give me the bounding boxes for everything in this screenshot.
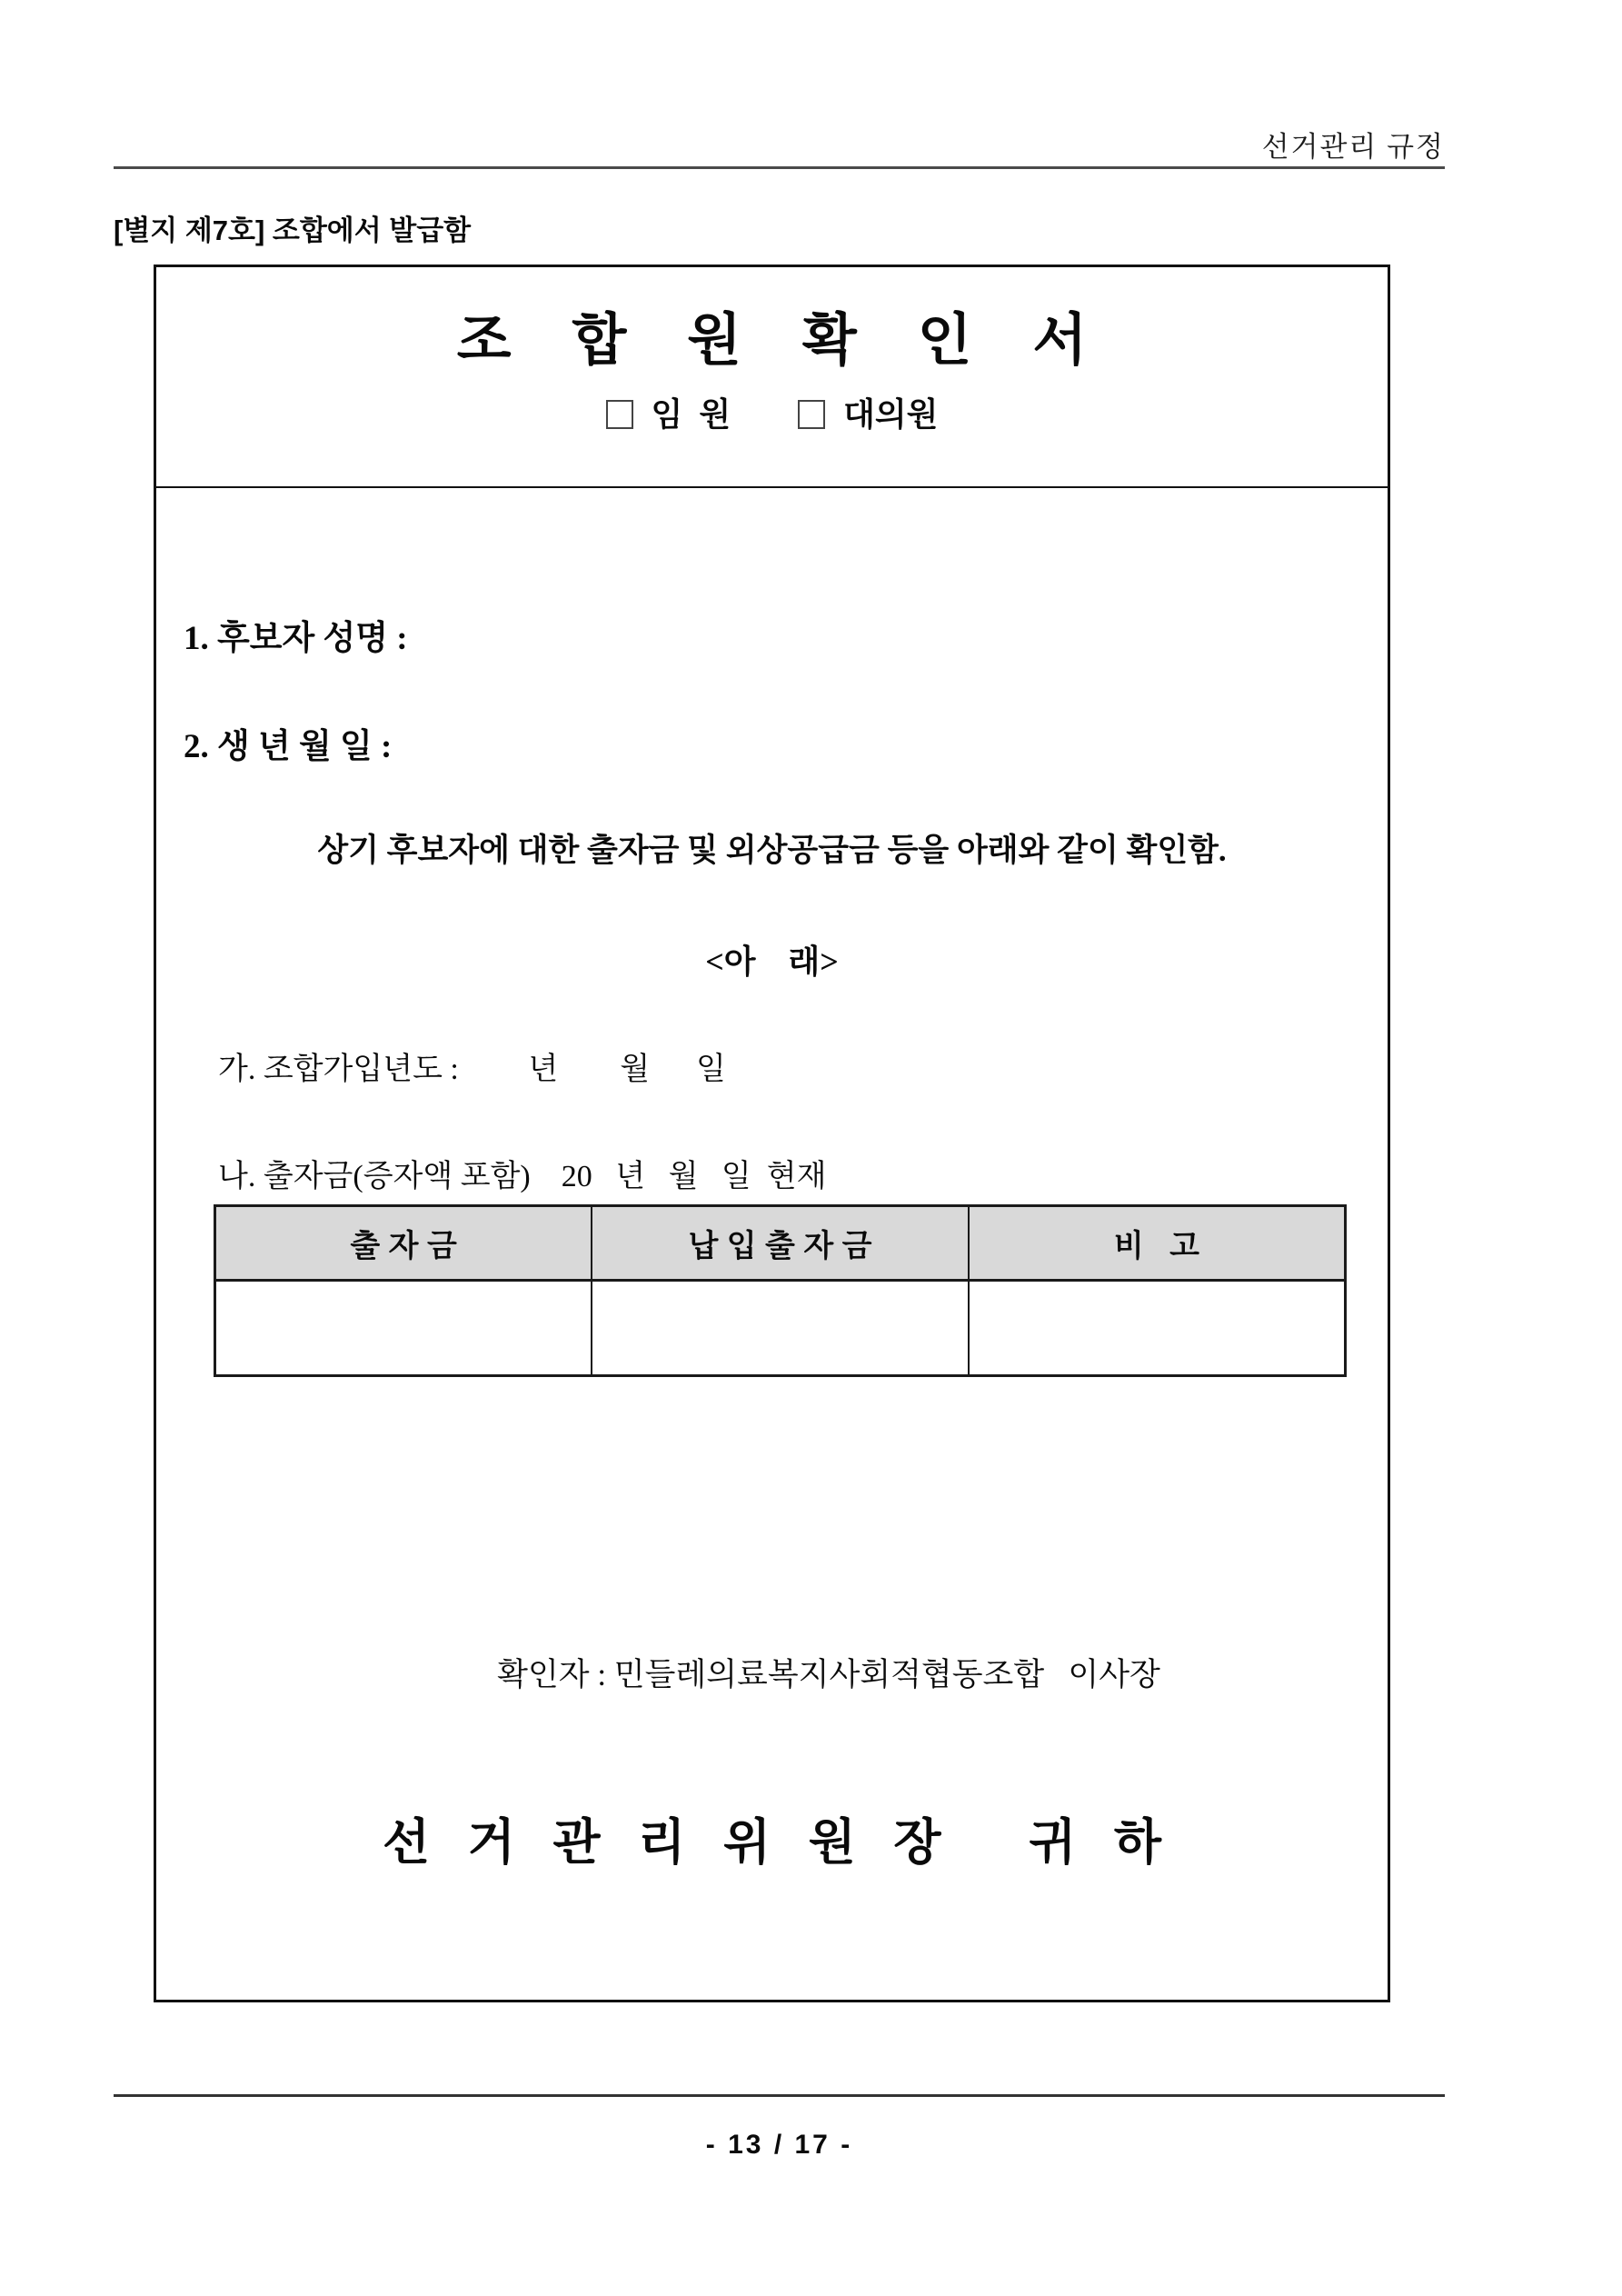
field-date-of-birth: 2. 생 년 월 일 : xyxy=(184,728,393,765)
detail-investment-amount: 나. 출자금(증자액 포함) 20 년 월 일 현재 xyxy=(218,1160,827,1193)
table-cell-remarks xyxy=(969,1281,1346,1376)
investment-table-body xyxy=(215,1281,1346,1376)
checkbox-officer[interactable] xyxy=(606,400,633,429)
role-option-officer xyxy=(606,398,731,431)
attachment-note: [별지 제7호] 조합에서 발급함 xyxy=(114,215,472,246)
checkbox-delegate[interactable] xyxy=(798,400,825,429)
confirmer-line: 확인자 : 민들레의료복지사회적협동조합 이사장 xyxy=(497,1657,1160,1692)
role-label-officer: 임 원 xyxy=(651,396,731,433)
detail-join-year: 가. 조합가입년도 : 년 월 일 xyxy=(218,1053,726,1086)
footer-rule xyxy=(114,2094,1445,2097)
investment-table-head xyxy=(215,1206,1346,1281)
field-candidate-name: 1. 후보자 성명 : xyxy=(184,620,408,657)
table-cell-paid-investment xyxy=(592,1281,969,1376)
form-title: 조 합 원 확 인 서 xyxy=(456,309,1110,372)
header-rule xyxy=(114,166,1445,169)
member-confirmation-form xyxy=(154,265,1390,2002)
investment-table xyxy=(214,1204,1347,1377)
page-number: - 13 / 17 - xyxy=(705,2130,853,2160)
addressee-line: 선 거 관 리 위 원 장 귀 하 xyxy=(382,1815,1175,1870)
table-header-row xyxy=(215,1206,1346,1281)
below-heading: <아 래> xyxy=(705,943,839,980)
role-label-delegate: 대의원 xyxy=(843,396,939,433)
table-header-remarks: 비 고 xyxy=(969,1206,1346,1281)
form-title-section xyxy=(156,267,1388,488)
role-option-delegate xyxy=(798,398,938,431)
confirmation-statement: 상기 후보자에 대한 출자금 및 외상공급금 등을 아래와 같이 확인함. xyxy=(317,833,1227,868)
table-cell-investment xyxy=(215,1281,592,1376)
table-row xyxy=(215,1281,1346,1376)
page-header-title: 선거관리 규정 xyxy=(1261,131,1445,163)
table-header-investment: 출 자 금 xyxy=(215,1206,592,1281)
role-checkbox-row xyxy=(606,398,939,431)
table-header-paid-investment: 납 입 출 자 금 xyxy=(592,1206,969,1281)
